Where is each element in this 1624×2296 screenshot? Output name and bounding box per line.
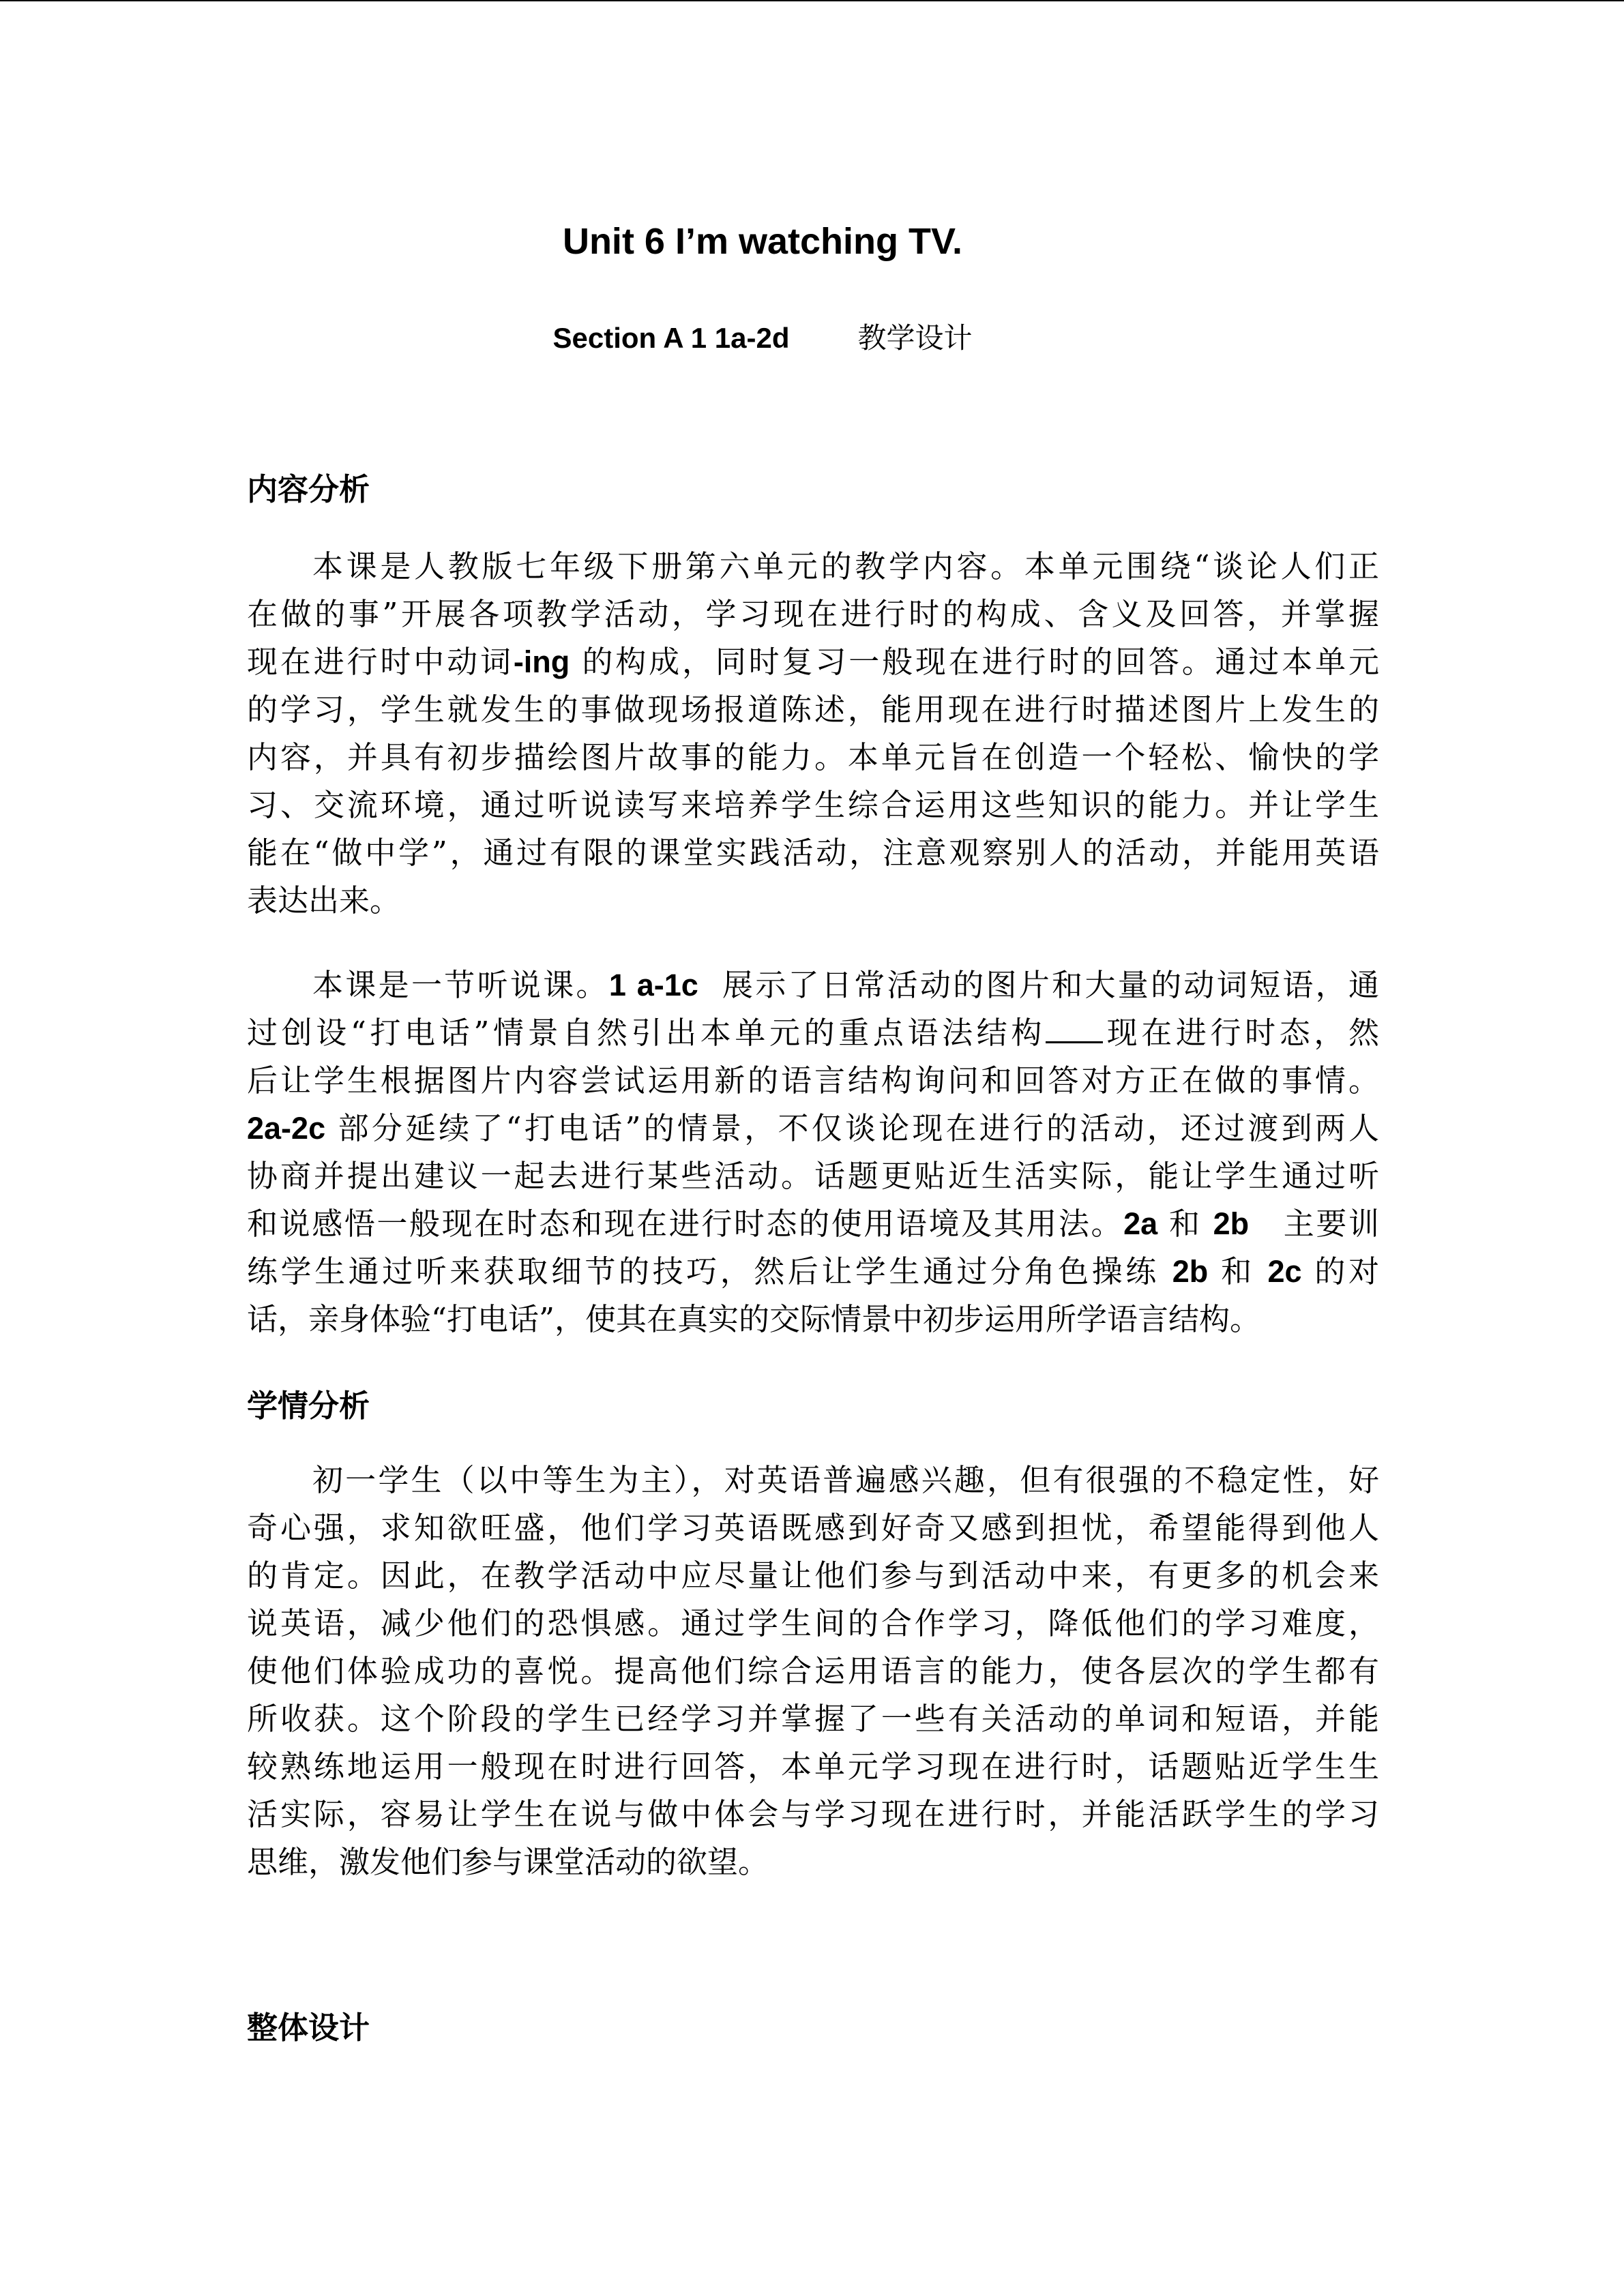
heading-overall-design: 整体设计 (247, 2010, 370, 2046)
text-line: 和说感悟一般现在时态和现在进行时态的使用语境及其用法。2a 和 2b 主要训 (247, 1206, 1379, 1242)
heading-content-analysis: 内容分析 (247, 471, 370, 507)
section-label: Section A 1 1a-2d (552, 322, 790, 354)
text-line: 本课是人教版七年级下册第六单元的教学内容。本单元围绕“谈论人们正 (312, 548, 1379, 584)
text-line: 话，亲身体验“打电话”，使其在真实的交际情景中初步运用所学语言结构。 (247, 1301, 1261, 1337)
text-line: 内容，并具有初步描绘图片故事的能力。本单元旨在创造一个轻松、愉快的学 (247, 739, 1379, 775)
text-line: 说英语，减少他们的恐惧感。通过学生间的合作学习，降低他们的学习难度， (247, 1605, 1379, 1641)
text-line: 现在进行时中动词-ing 的构成，同时复习一般现在进行时的回答。通过本单元 (247, 644, 1379, 680)
paragraph-student-1 (247, 1457, 1379, 1886)
text-line: 练学生通过听来获取细节的技巧，然后让学生通过分角色操练 2b 和 2c 的对 (247, 1253, 1379, 1289)
text-line: 奇心强，求知欲旺盛，他们学习英语既感到好奇又感到担忧，希望能得到他人 (247, 1510, 1379, 1546)
text-line: 所收获。这个阶段的学生已经学习并掌握了一些有关活动的单词和短语，并能 (247, 1701, 1379, 1737)
text-line: 习、交流环境，通过听说读写来培养学生综合运用这些知识的能力。并让学生 (247, 787, 1379, 823)
text-line: 思维，激发他们参与课堂活动的欲望。 (247, 1844, 769, 1880)
text-line: 的肯定。因此，在教学活动中应尽量让他们参与到活动中来，有更多的机会来 (247, 1557, 1379, 1594)
document-subtitle (0, 315, 1525, 361)
text-line: 能在“做中学”，通过有限的课堂实践活动，注意观察别人的活动，并能用英语 (247, 835, 1379, 871)
heading-student-analysis: 学情分析 (247, 1388, 370, 1424)
text-line: 后让学生根据图片内容尝试运用新的语言结构询问和回答对方正在做的事情。 (247, 1062, 1379, 1099)
text-line: 过创设“打电话”情景自然引出本单元的重点语法结构 现在进行时态，然 (247, 1009, 1379, 1057)
text-line: 活实际，容易让学生在说与做中体会与学习现在进行时，并能活跃学生的学习 (247, 1796, 1379, 1832)
paragraph-content-2 (247, 961, 1379, 1343)
text-line: 的学习，学生就发生的事做现场报道陈述，能用现在进行时描述图片上发生的 (247, 691, 1379, 728)
text-line: 初一学生（以中等生为主），对英语普遍感兴趣，但有很强的不稳定性，好 (312, 1462, 1379, 1498)
text-line: 较熟练地运用一般现在时进行回答，本单元学习现在进行时，话题贴近学生生 (247, 1748, 1379, 1785)
text-line: 本课是一节听说课。1 a-1c 展示了日常活动的图片和大量的动词短语，通 (312, 967, 1379, 1003)
document-title: Unit 6 I’m watching TV. (562, 221, 963, 262)
text-line: 2a-2c 部分延续了“打电话”的情景，不仅谈论现在进行的活动，还过渡到两人 (247, 1110, 1379, 1146)
text-line: 协商并提出建议一起去进行某些活动。话题更贴近生活实际，能让学生通过听 (247, 1158, 1379, 1194)
blank-underline (1046, 1011, 1103, 1043)
subtitle-label: 教学设计 (857, 321, 973, 355)
text-line: 表达出来。 (247, 882, 401, 919)
paragraph-content-1 (247, 543, 1379, 925)
text-line: 使他们体验成功的喜悦。提高他们综合运用语言的能力，使各层次的学生都有 (247, 1653, 1379, 1689)
text-line: 在做的事”开展各项教学活动，学习现在进行时的构成、含义及回答，并掌握 (247, 596, 1379, 632)
page-top-border (0, 0, 1624, 1)
